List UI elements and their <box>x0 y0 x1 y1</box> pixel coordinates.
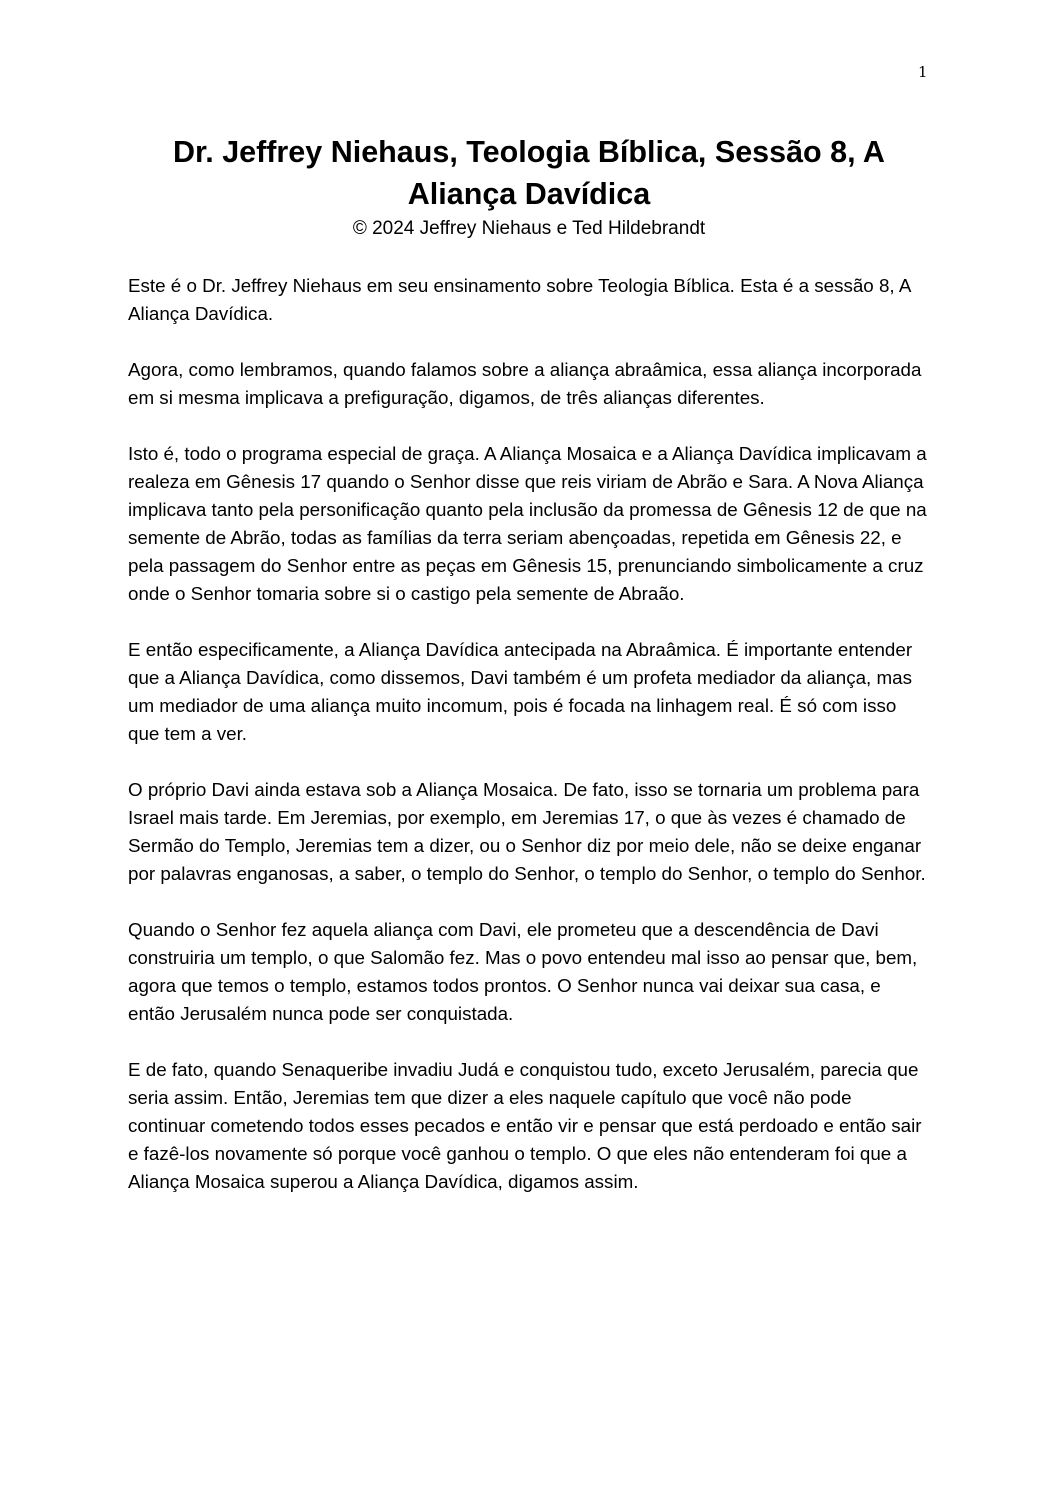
paragraph: Quando o Senhor fez aquela aliança com Davi, ele prometeu que a descendência de Davi construiria um templo, o que Salomão fez. Mas o povo entendeu mal isso ao pensar que, bem, agora que temos o templo, estamos todos prontos. O Senhor nunca vai deixar sua casa, e então Jerusalém nunca pode ser conquistada. <box>128 919 918 1024</box>
paragraph: E de fato, quando Senaqueribe invadiu Judá e conquistou tudo, exceto Jerusalém, parecia que seria assim. Então, Jeremias tem que dizer a eles naquele capítulo que você não pode continuar cometendo todos esses pecados e então vir e pensar que está perdoado e então sair e fazê-los novamente só porque você ganhou o templo. O que eles não entenderam foi que a Aliança Mosaica superou a Aliança Davídica, digamos assim. <box>128 1059 922 1192</box>
paragraph: E então especificamente, a Aliança Davídica antecipada na Abraâmica. É importante entender que a Aliança Davídica, como dissemos, Davi também é um profeta mediador da aliança, mas um mediador de uma aliança muito incomum, pois é focada na linhagem real. É só com isso que tem a ver. <box>128 639 913 744</box>
document-body <box>128 272 930 1224</box>
copyright-line: © 2024 Jeffrey Niehaus e Ted Hildebrandt <box>352 218 706 239</box>
paragraph: Agora, como lembramos, quando falamos sobre a aliança abraâmica, essa aliança incorporada em si mesma implicava a prefiguração, digamos, de três alianças diferentes. <box>128 359 922 408</box>
paragraph: O próprio Davi ainda estava sob a Aliança Mosaica. De fato, isso se tornaria um problema para Israel mais tarde. Em Jeremias, por exemplo, em Jeremias 17, o que às vezes é chamado de Sermão do Templo, Jeremias tem a dizer, ou o Senhor diz por meio dele, não se deixe enganar por palavras enganosas, a saber, o templo do Senhor, o templo do Senhor, o templo do Senhor. <box>128 779 926 884</box>
document-header <box>128 131 930 241</box>
paragraph: Este é o Dr. Jeffrey Niehaus em seu ensinamento sobre Teologia Bíblica. Esta é a sessão 8, A Aliança Davídica. <box>128 275 911 324</box>
document-title: Dr. Jeffrey Niehaus, Teologia Bíblica, Sessão 8, A Aliança Davídica <box>173 135 885 211</box>
paragraph: Isto é, todo o programa especial de graça. A Aliança Mosaica e a Aliança Davídica implicavam a realeza em Gênesis 17 quando o Senhor disse que reis viriam de Abrão e Sara. A Nova Aliança implicava tanto pela personificação quanto pela inclusão da promessa de Gênesis 12 de que na semente de Abrão, todas as famílias da terra seriam abençoadas, repetida em Gênesis 22, e pela passagem do Senhor entre as peças em Gênesis 15, prenunciando simbolicamente a cruz onde o Senhor tomaria sobre si o castigo pela semente de Abraão. <box>128 443 927 604</box>
page-number: 1 <box>918 63 928 81</box>
